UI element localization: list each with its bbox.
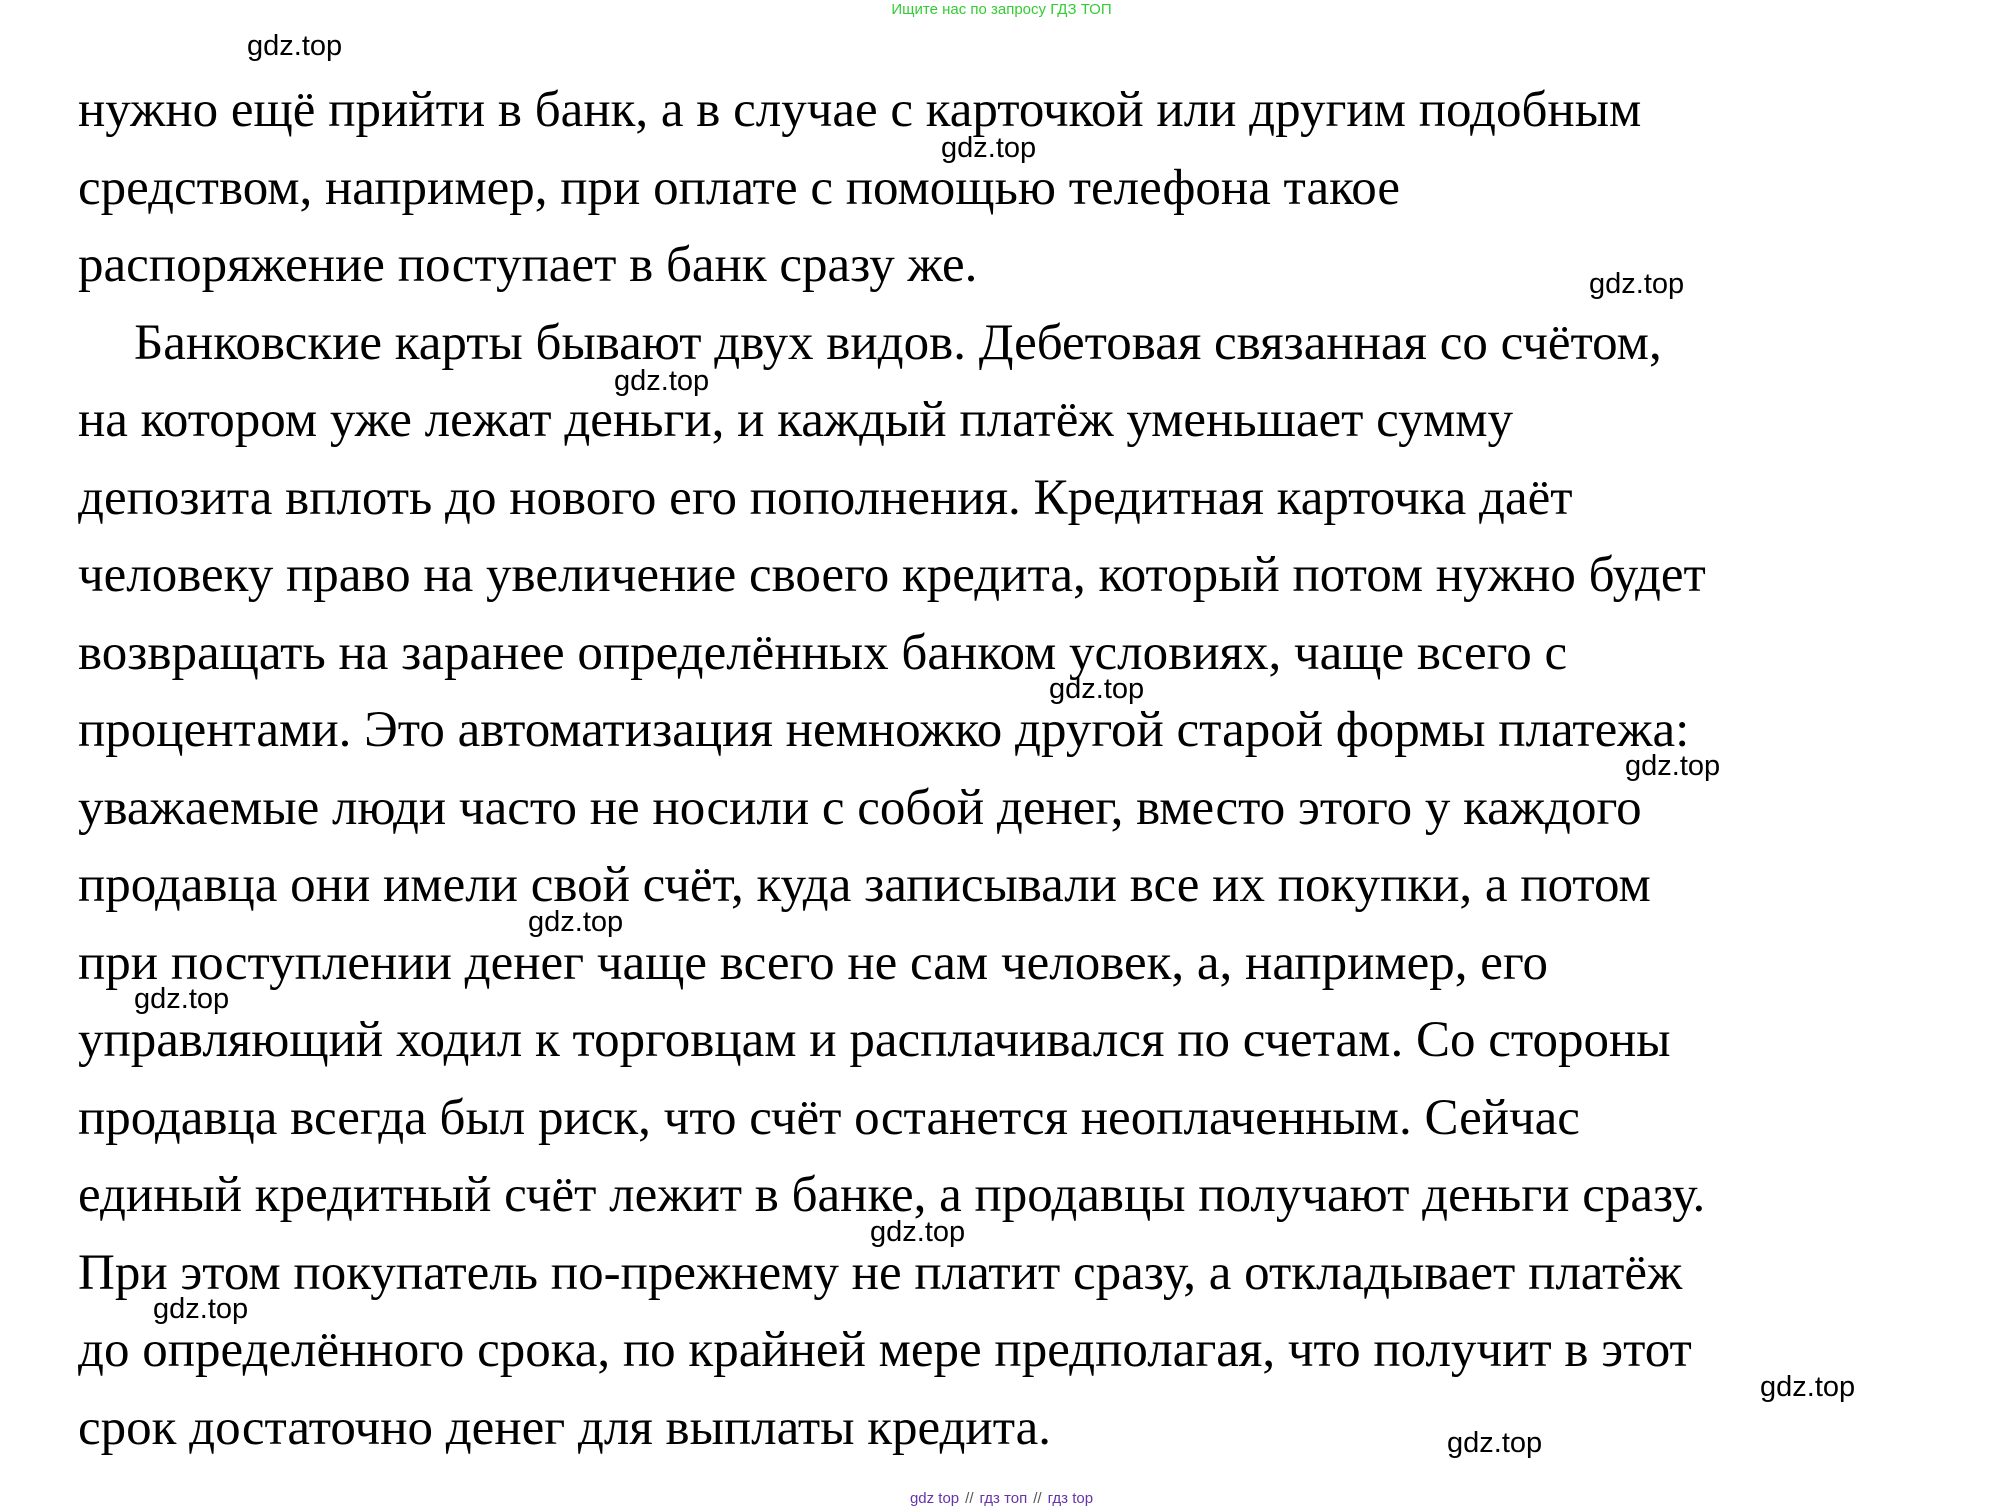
- text-line: на котором уже лежат деньги, и каждый платёж уменьшает сумму: [78, 392, 1514, 448]
- text-line: нужно ещё прийти в банк, а в случае с карточкой или другим подобным: [78, 82, 1642, 138]
- watermark: gdz.top: [528, 906, 624, 938]
- text-line: человеку право на увеличение своего кредита, который потом нужно будет: [78, 547, 1706, 603]
- watermark: gdz.top: [1049, 673, 1145, 705]
- text-line: при поступлении денег чаще всего не сам человек, а, например, его: [78, 934, 1549, 991]
- text-line: срок достаточно денег для выплаты кредита.: [78, 1399, 1052, 1456]
- watermark: gdz.top: [1447, 1427, 1543, 1459]
- paragraph-start-line: Банковские карты бывают двух видов. Дебетовая связанная со счётом,: [134, 314, 1662, 371]
- text-line: распоряжение поступает в банк сразу же.: [78, 237, 978, 293]
- bottom-link[interactable]: гдз top: [1047, 1490, 1094, 1507]
- watermark: gdz.top: [247, 30, 343, 62]
- text-line: продавца всегда был риск, что счёт останется неоплаченным. Сейчас: [78, 1089, 1580, 1146]
- text-line: процентами. Это автоматизация немножко другой старой формы платежа:: [78, 702, 1690, 758]
- top-search-banner[interactable]: Ищите нас по запросу ГДЗ ТОП: [891, 1, 1112, 18]
- text-line: до определённого срока, по крайней мере предполагая, что получит в этот: [78, 1322, 1692, 1378]
- link-separator: //: [965, 1490, 974, 1507]
- watermark: gdz.top: [1625, 750, 1721, 782]
- text-line: управляющий ходил к торговцам и расплачивался по счетам. Со стороны: [78, 1012, 1671, 1068]
- watermark: gdz.top: [1589, 268, 1685, 300]
- watermark: gdz.top: [153, 1293, 249, 1325]
- text-line: продавца они имели свой счёт, куда записывали все их покупки, а потом: [78, 857, 1651, 913]
- text-line: единый кредитный счёт лежит в банке, а продавцы получают деньги сразу.: [78, 1167, 1706, 1223]
- text-line: уважаемые люди часто не носили с собой денег, вместо этого у каждого: [78, 779, 1642, 836]
- watermark: gdz.top: [1760, 1371, 1856, 1403]
- watermark: gdz.top: [870, 1216, 966, 1248]
- bottom-link-bar: [0, 1490, 2003, 1508]
- text-line: депозита вплоть до нового его пополнения. Кредитная карточка даёт: [78, 469, 1573, 526]
- watermark: gdz.top: [941, 132, 1037, 164]
- bottom-link[interactable]: гдз топ: [979, 1490, 1028, 1507]
- link-separator: //: [1033, 1490, 1042, 1507]
- text-line: При этом покупатель по-прежнему не платит сразу, а откладывает платёж: [78, 1244, 1683, 1301]
- watermark: gdz.top: [134, 983, 230, 1015]
- text-line: возвращать на заранее определённых банком условиях, чаще всего с: [78, 624, 1568, 681]
- bottom-link[interactable]: gdz top: [909, 1490, 960, 1507]
- watermark: gdz.top: [614, 365, 710, 397]
- text-line: средством, например, при оплате с помощью телефона такое: [78, 159, 1401, 216]
